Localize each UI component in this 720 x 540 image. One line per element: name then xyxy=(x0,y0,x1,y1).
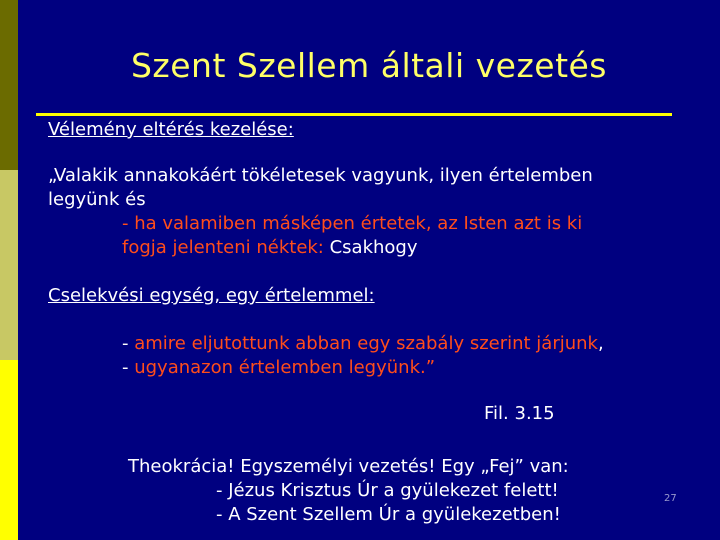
quote-line-4 xyxy=(122,236,418,260)
unity-red-line-1: amire eljutottunk abban egy szabály szerint járjunk xyxy=(134,333,598,354)
unity-line-2 xyxy=(122,356,435,380)
section2-heading: Cselekvési egység, egy értelemmel: xyxy=(48,285,375,306)
quote-red-line-2: fogja jelenteni néktek: xyxy=(122,237,324,258)
quote-line-2: legyünk és xyxy=(48,189,146,210)
unity-red-line-2: ugyanazon értelemben legyünk.” xyxy=(134,357,436,378)
quote-red-line-1: - ha valamiben másképen értetek, az Isten azt is ki xyxy=(122,213,583,234)
quote-line-1: „Valakik annakokáért tökéletesek vagyunk, ilyen értelemben xyxy=(48,165,593,186)
left-accent-stripe-middle xyxy=(0,170,18,360)
left-accent-stripe-bottom xyxy=(0,360,18,540)
closing-line-1: Theokrácia! Egyszemélyi vezetés! Egy „Fej” van: xyxy=(128,456,569,477)
closing-line-2: - Jézus Krisztus Úr a gyülekezet felett! xyxy=(216,480,559,501)
closing-line-3: - A Szent Szellem Úr a gyülekezetben! xyxy=(216,504,561,525)
comma: , xyxy=(597,333,604,354)
slide-title: Szent Szellem általi vezetés xyxy=(130,46,608,85)
bible-reference: Fil. 3.15 xyxy=(484,403,555,424)
slide-number: 27 xyxy=(664,493,677,504)
dash-2: - xyxy=(122,357,135,378)
unity-line-1 xyxy=(122,332,604,356)
title-underline-rule xyxy=(36,113,672,116)
dash-1: - xyxy=(122,333,135,354)
section1-heading: Vélemény eltérés kezelése: xyxy=(48,119,294,140)
left-accent-stripe-top xyxy=(0,0,18,170)
quote-tail: Csakhogy xyxy=(323,237,418,258)
